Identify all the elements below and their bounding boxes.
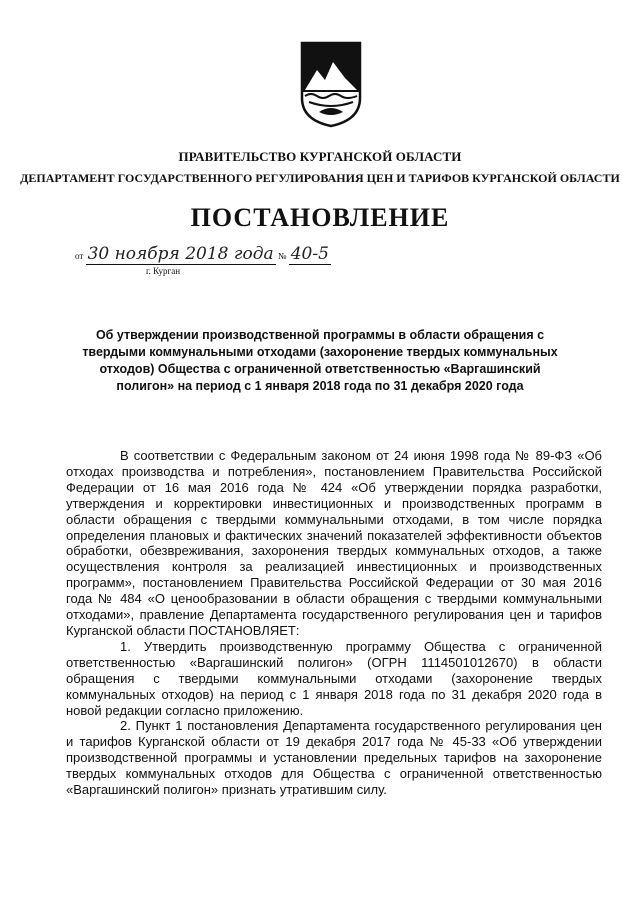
government-name: ПРАВИТЕЛЬСТВО КУРГАНСКОЙ ОБЛАСТИ [178,149,462,164]
handwritten-number: 40-5 [290,244,329,264]
body-paragraph: 1. Утвердить производственную программу Общества с ограниченной ответственностью «Варгашинский полигон» (ОГРН 1114501012670) в области обращения с твердыми коммунальными отходами (захоронение твердых коммунальных отходов) на период с 1 января 2018 года по 31 декабря 2020 года в новой редакции согласно приложению. [66,638,602,718]
handwritten-date: 30 ноября 2018 года [87,244,274,264]
date-line [75,244,331,265]
number-sign: № [277,251,287,261]
department-name: ДЕПАРТАМЕНТ ГОСУДАРСТВЕННОГО РЕГУЛИРОВАНИЯ ЦЕН И ТАРИФОВ КУРГАНСКОЙ ОБЛАСТИ [20,171,620,185]
document-type-heading: ПОСТАНОВЛЕНИЕ [190,203,450,232]
body-paragraph: В соответствии с Федеральным законом от 24 июня 1998 года № 89-ФЗ «Об отходах производства и потребления», постановлением Правительства Российской Федерации от 16 мая 2016 года № 424 «Об утверждении порядка разработки, утверждения и корректировки инвестиционных и производственных программ в области обращения с твердыми коммунальными отходами, в том числе порядка определения плановых и фактических значений показателей эффективности объектов обработки, обезвреживания, захоронения твердых коммунальных отходов, а также осуществления контроля за реализацией инвестиционных и производственных программ», постановлением Правительства Российской Федерации от 30 мая 2016 года № 484 «О ценообразовании в области обращения с твердыми коммунальными отходами», правление Департамента государственного регулирования цен и тарифов Курганской области ПОСТАНОВЛЯЕТ: [66,448,602,638]
number-underline [289,244,331,265]
coat-of-arms-icon [299,40,363,128]
body-paragraph: 2. Пункт 1 постановления Департамента государственного регулирования цен и тарифов Курганской области от 19 декабря 2017 года № 45-33 «Об утверждении производственной программы и установлении предельных тарифов на захоронение твердых коммунальных отходов для Общества с ограниченной ответственностью «Варгашинский полигон» признать утратившим силу. [66,718,602,798]
document-title: Об утверждении производственной программы в области обращения с твердыми коммунальными отходами (захоронение твердых коммунальных отходов) Общества с ограниченной ответственностью «Варгашинский полигон» на период с 1 января 2018 года по 31 декабря 2020 года [82,328,558,393]
date-prefix: от [75,251,84,261]
city-label: г. Курган [146,266,181,276]
date-underline [86,244,276,265]
document-body [66,448,602,798]
